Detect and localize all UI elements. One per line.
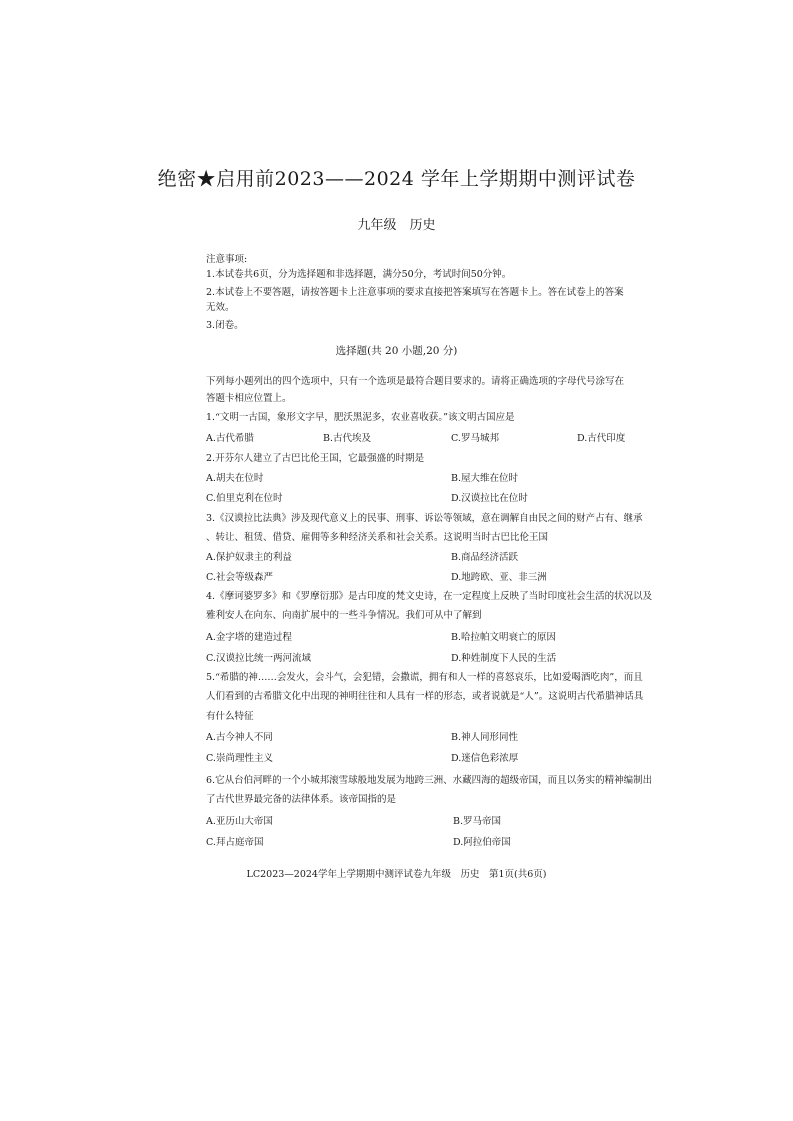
question-option: C.社会等级森严 — [206, 572, 273, 583]
question-stem: 、转让、租赁、借贷、雇佣等多种经济关系和社会关系。这说明当时古巴比伦王国 — [206, 532, 549, 543]
question-option: B.屋大维在位时 — [451, 473, 519, 484]
question-option: C.汉谟拉比统一两河流域 — [206, 653, 311, 664]
question-option: D.古代印度 — [577, 433, 626, 444]
notes-line: 无效。 — [206, 302, 235, 313]
question-stem: 雅利安人在向东、向南扩展中的一些斗争情况。我们可从中了解到 — [206, 610, 482, 621]
question-option: B.古代埃及 — [323, 433, 372, 444]
question-option: D.迷信色彩浓厚 — [451, 753, 519, 764]
question-option: D.阿拉伯帝国 — [453, 837, 511, 848]
question-option: D.地跨欧、亚、非三洲 — [451, 572, 547, 583]
question-stem: 3.《汉谟拉比法典》涉及现代意义上的民事、刑事、诉讼等领域，意在调解自由民之间的财产占有、继承 — [206, 513, 643, 524]
question-option: B.神人同形同性 — [451, 732, 519, 743]
question-stem: 2.开芬尔人建立了古巴比伦王国，它最强盛的时期是 — [206, 453, 425, 464]
section-intro: 下列每小题列出的四个选项中，只有一个选项是最符合题目要求的。请将正确选项的字母代号涂写在 — [206, 376, 625, 387]
question-option: A.古今神人不同 — [206, 732, 273, 743]
question-option: C.拜占庭帝国 — [206, 837, 264, 848]
question-option: B.哈拉帕文明衰亡的原因 — [451, 632, 557, 643]
question-stem: 了古代世界最完备的法律体系。该帝国指的是 — [206, 794, 397, 805]
question-option: A.保护奴隶主的利益 — [206, 552, 292, 563]
notes-heading: 注意事项: — [206, 254, 248, 265]
exam-subtitle: 九年级 历史 — [357, 218, 436, 233]
question-option: C.崇尚理性主义 — [206, 753, 273, 764]
question-option: D.汉谟拉比在位时 — [451, 493, 528, 504]
section-heading: 选择题(共 20 小题,20 分) — [335, 345, 458, 357]
question-stem: 人们看到的古希腊文化中出现的神明往往和人具有一样的形态，或者说就是“人”。这说明古代希腊神话具 — [206, 691, 644, 702]
question-option: C.伯里克利在位时 — [206, 493, 283, 504]
exam-title: 绝密★启用前2023——2024 学年上学期期中测评试卷 — [157, 168, 636, 190]
question-option: B.罗马帝国 — [453, 816, 502, 827]
question-stem: 1.“文明一古国，象形文字早，肥沃黑泥多，农业喜收获。”该文明古国应是 — [206, 412, 515, 423]
page-footer: LC2023—2024学年上学期期中测评试卷九年级 历史 第1页(共6页) — [246, 869, 547, 880]
question-option: B.商品经济活跃 — [451, 552, 519, 563]
question-stem: 有什么特征 — [206, 711, 254, 722]
question-stem: 5.“希腊的神……会发火，会斗气，会犯错，会撒谎，拥有和人一样的喜怒哀乐，比如爱喝酒吃肉”，而且 — [206, 672, 643, 683]
question-option: D.种姓制度下人民的生活 — [451, 653, 557, 664]
question-option: C.罗马城邦 — [451, 433, 499, 444]
notes-line: 3.闭卷。 — [206, 320, 244, 331]
section-intro: 答题卡相应位置上。 — [206, 393, 292, 404]
question-option: A.金字塔的建造过程 — [206, 632, 292, 643]
question-stem: 4.《摩诃婆罗多》和《罗摩衍那》是古印度的梵文史诗，在一定程度上反映了当时印度社会生活的状况以及 — [206, 591, 653, 602]
question-stem: 6.它从台伯河畔的一个小城邦滚雪球般地发展为地跨三洲、水藏四海的超级帝国，而且以务实的精神编制出 — [206, 775, 653, 786]
notes-line: 2.本试卷上不要答题，请按答题卡上注意事项的要求直接把答案填写在答题卡上。答在试卷上的答案 — [206, 287, 624, 298]
question-option: A.亚历山大帝国 — [206, 816, 273, 827]
question-option: A.古代希腊 — [206, 433, 254, 444]
notes-line: 1.本试卷共6页，分为选择题和非选择题，满分50分，考试时间50分钟。 — [206, 269, 512, 280]
question-option: A.胡夫在位时 — [206, 473, 264, 484]
